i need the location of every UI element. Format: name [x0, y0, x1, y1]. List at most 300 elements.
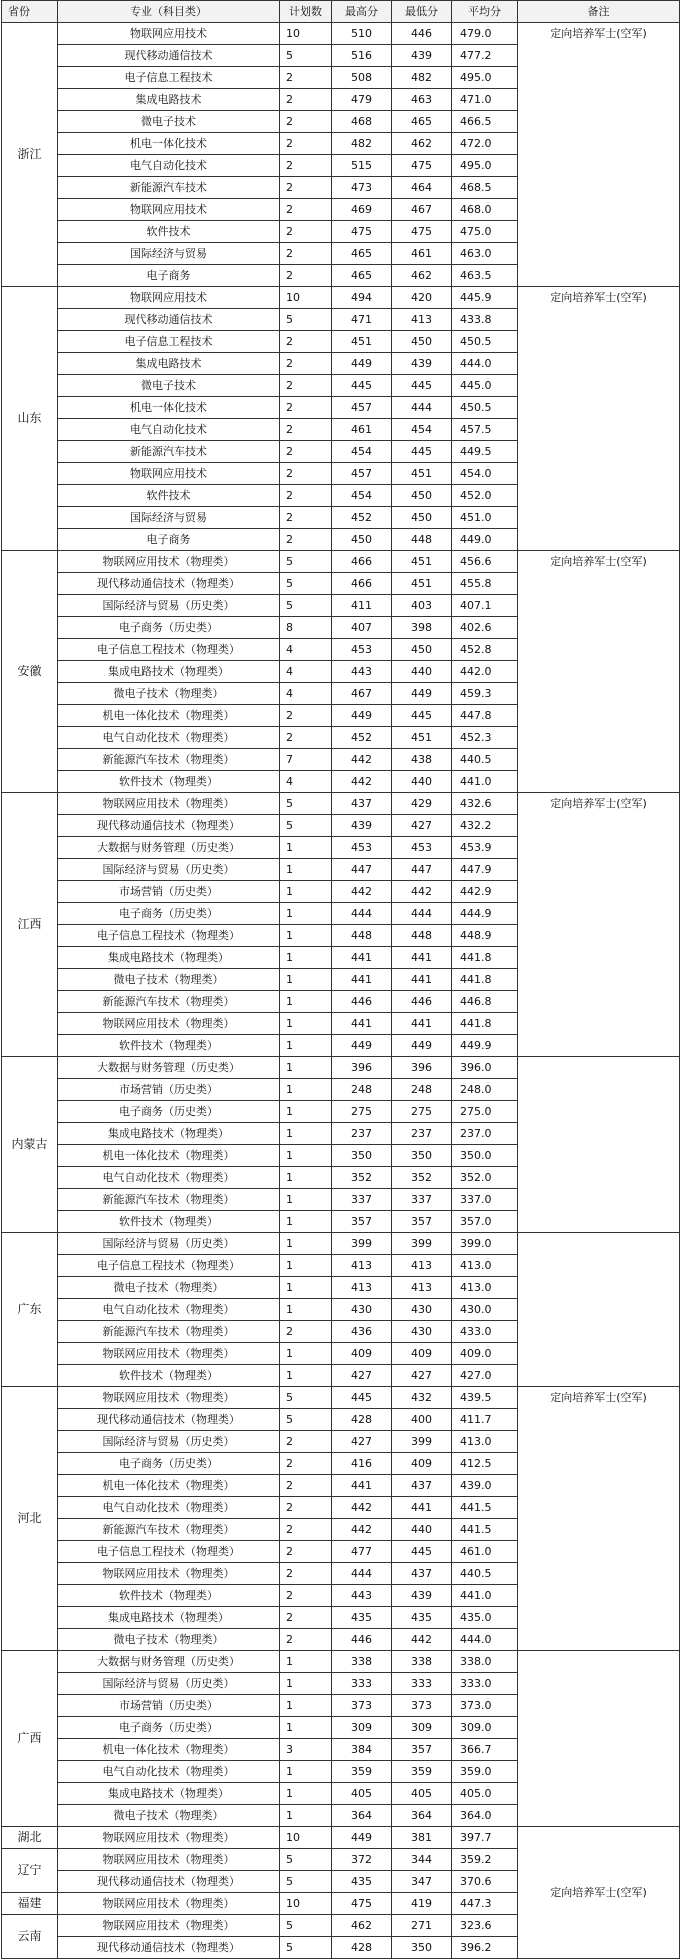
major-cell: 新能源汽车技术 — [58, 441, 280, 463]
table-row — [2, 1233, 680, 1255]
max-score-cell: 350 — [332, 1145, 392, 1167]
min-score-cell: 419 — [392, 1893, 452, 1915]
min-score-cell: 437 — [392, 1563, 452, 1585]
avg-score-cell: 450.5 — [452, 331, 518, 353]
plan-cell: 2 — [280, 529, 332, 551]
plan-cell: 1 — [280, 837, 332, 859]
plan-cell: 1 — [280, 1189, 332, 1211]
min-score-cell: 441 — [392, 969, 452, 991]
avg-score-cell: 333.0 — [452, 1673, 518, 1695]
avg-score-cell: 427.0 — [452, 1365, 518, 1387]
major-cell: 物联网应用技术 — [58, 287, 280, 309]
avg-score-cell: 413.0 — [452, 1255, 518, 1277]
major-cell: 现代移动通信技术（物理类） — [58, 573, 280, 595]
header-row — [2, 1, 680, 23]
max-score-cell: 333 — [332, 1673, 392, 1695]
header-note: 备注 — [518, 1, 680, 23]
min-score-cell: 403 — [392, 595, 452, 617]
avg-score-cell: 350.0 — [452, 1145, 518, 1167]
min-score-cell: 464 — [392, 177, 452, 199]
plan-cell: 1 — [280, 903, 332, 925]
major-cell: 微电子技术（物理类） — [58, 1629, 280, 1651]
min-score-cell: 451 — [392, 551, 452, 573]
min-score-cell: 445 — [392, 441, 452, 463]
note-cell — [518, 1057, 680, 1233]
plan-cell: 5 — [280, 1849, 332, 1871]
max-score-cell: 457 — [332, 397, 392, 419]
max-score-cell: 275 — [332, 1101, 392, 1123]
table-body — [2, 23, 680, 1959]
table-row — [2, 23, 680, 45]
min-score-cell: 445 — [392, 1541, 452, 1563]
min-score-cell: 449 — [392, 1035, 452, 1057]
max-score-cell: 407 — [332, 617, 392, 639]
max-score-cell: 446 — [332, 991, 392, 1013]
max-score-cell: 475 — [332, 221, 392, 243]
major-cell: 电气自动化技术（物理类） — [58, 1761, 280, 1783]
province-cell: 广西 — [2, 1651, 58, 1827]
max-score-cell: 427 — [332, 1431, 392, 1453]
max-score-cell: 416 — [332, 1453, 392, 1475]
max-score-cell: 237 — [332, 1123, 392, 1145]
max-score-cell: 441 — [332, 1475, 392, 1497]
avg-score-cell: 456.6 — [452, 551, 518, 573]
min-score-cell: 413 — [392, 1255, 452, 1277]
avg-score-cell: 463.0 — [452, 243, 518, 265]
table-row — [2, 793, 680, 815]
min-score-cell: 405 — [392, 1783, 452, 1805]
min-score-cell: 357 — [392, 1211, 452, 1233]
min-score-cell: 442 — [392, 881, 452, 903]
avg-score-cell: 412.5 — [452, 1453, 518, 1475]
max-score-cell: 428 — [332, 1409, 392, 1431]
avg-score-cell: 447.3 — [452, 1893, 518, 1915]
province-cell: 辽宁 — [2, 1849, 58, 1893]
province-cell: 湖北 — [2, 1827, 58, 1849]
max-score-cell: 494 — [332, 287, 392, 309]
min-score-cell: 451 — [392, 573, 452, 595]
major-cell: 集成电路技术（物理类） — [58, 1123, 280, 1145]
major-cell: 微电子技术（物理类） — [58, 683, 280, 705]
max-score-cell: 427 — [332, 1365, 392, 1387]
max-score-cell: 465 — [332, 265, 392, 287]
plan-cell: 1 — [280, 991, 332, 1013]
major-cell: 物联网应用技术 — [58, 463, 280, 485]
major-cell: 新能源汽车技术（物理类） — [58, 1321, 280, 1343]
max-score-cell: 453 — [332, 837, 392, 859]
min-score-cell: 463 — [392, 89, 452, 111]
major-cell: 国际经济与贸易（历史类） — [58, 1673, 280, 1695]
avg-score-cell: 357.0 — [452, 1211, 518, 1233]
avg-score-cell: 407.1 — [452, 595, 518, 617]
province-cell: 内蒙古 — [2, 1057, 58, 1233]
table-row — [2, 1387, 680, 1409]
major-cell: 大数据与财务管理（历史类） — [58, 1651, 280, 1673]
max-score-cell: 435 — [332, 1871, 392, 1893]
avg-score-cell: 453.9 — [452, 837, 518, 859]
max-score-cell: 473 — [332, 177, 392, 199]
min-score-cell: 309 — [392, 1717, 452, 1739]
province-cell: 山东 — [2, 287, 58, 551]
major-cell: 机电一体化技术（物理类） — [58, 1145, 280, 1167]
min-score-cell: 398 — [392, 617, 452, 639]
min-score-cell: 451 — [392, 463, 452, 485]
avg-score-cell: 477.2 — [452, 45, 518, 67]
max-score-cell: 454 — [332, 485, 392, 507]
avg-score-cell: 441.8 — [452, 947, 518, 969]
avg-score-cell: 447.8 — [452, 705, 518, 727]
avg-score-cell: 323.6 — [452, 1915, 518, 1937]
province-cell: 浙江 — [2, 23, 58, 287]
major-cell: 电气自动化技术 — [58, 155, 280, 177]
min-score-cell: 275 — [392, 1101, 452, 1123]
plan-cell: 5 — [280, 595, 332, 617]
major-cell: 新能源汽车技术（物理类） — [58, 1519, 280, 1541]
plan-cell: 2 — [280, 331, 332, 353]
plan-cell: 2 — [280, 441, 332, 463]
max-score-cell: 469 — [332, 199, 392, 221]
major-cell: 物联网应用技术（物理类） — [58, 1893, 280, 1915]
avg-score-cell: 275.0 — [452, 1101, 518, 1123]
avg-score-cell: 479.0 — [452, 23, 518, 45]
plan-cell: 2 — [280, 199, 332, 221]
max-score-cell: 449 — [332, 1827, 392, 1849]
plan-cell: 2 — [280, 727, 332, 749]
major-cell: 软件技术 — [58, 485, 280, 507]
plan-cell: 5 — [280, 1387, 332, 1409]
major-cell: 电气自动化技术（物理类） — [58, 1497, 280, 1519]
plan-cell: 1 — [280, 1035, 332, 1057]
plan-cell: 1 — [280, 1101, 332, 1123]
avg-score-cell: 352.0 — [452, 1167, 518, 1189]
note-cell: 定向培养军士(空军) — [518, 23, 680, 287]
plan-cell: 1 — [280, 881, 332, 903]
avg-score-cell: 449.5 — [452, 441, 518, 463]
major-cell: 软件技术（物理类） — [58, 1035, 280, 1057]
header-min: 最低分 — [392, 1, 452, 23]
major-cell: 物联网应用技术（物理类） — [58, 1343, 280, 1365]
plan-cell: 2 — [280, 1431, 332, 1453]
max-score-cell: 359 — [332, 1761, 392, 1783]
min-score-cell: 454 — [392, 419, 452, 441]
avg-score-cell: 359.0 — [452, 1761, 518, 1783]
plan-cell: 2 — [280, 485, 332, 507]
min-score-cell: 462 — [392, 133, 452, 155]
min-score-cell: 450 — [392, 331, 452, 353]
major-cell: 国际经济与贸易 — [58, 507, 280, 529]
avg-score-cell: 457.5 — [452, 419, 518, 441]
max-score-cell: 442 — [332, 771, 392, 793]
table-row — [2, 1827, 680, 1849]
max-score-cell: 443 — [332, 661, 392, 683]
header-plan: 计划数 — [280, 1, 332, 23]
min-score-cell: 347 — [392, 1871, 452, 1893]
avg-score-cell: 337.0 — [452, 1189, 518, 1211]
max-score-cell: 452 — [332, 507, 392, 529]
plan-cell: 2 — [280, 353, 332, 375]
min-score-cell: 409 — [392, 1343, 452, 1365]
min-score-cell: 399 — [392, 1431, 452, 1453]
min-score-cell: 440 — [392, 1519, 452, 1541]
max-score-cell: 373 — [332, 1695, 392, 1717]
avg-score-cell: 440.5 — [452, 1563, 518, 1585]
avg-score-cell: 452.3 — [452, 727, 518, 749]
min-score-cell: 475 — [392, 155, 452, 177]
max-score-cell: 337 — [332, 1189, 392, 1211]
major-cell: 电子商务（历史类） — [58, 617, 280, 639]
max-score-cell: 475 — [332, 1893, 392, 1915]
avg-score-cell: 449.9 — [452, 1035, 518, 1057]
min-score-cell: 430 — [392, 1299, 452, 1321]
major-cell: 电子商务（历史类） — [58, 1101, 280, 1123]
avg-score-cell: 396.2 — [452, 1937, 518, 1959]
major-cell: 新能源汽车技术（物理类） — [58, 991, 280, 1013]
major-cell: 微电子技术（物理类） — [58, 969, 280, 991]
plan-cell: 2 — [280, 1563, 332, 1585]
plan-cell: 1 — [280, 1123, 332, 1145]
max-score-cell: 364 — [332, 1805, 392, 1827]
min-score-cell: 445 — [392, 705, 452, 727]
avg-score-cell: 248.0 — [452, 1079, 518, 1101]
max-score-cell: 445 — [332, 375, 392, 397]
major-cell: 国际经济与贸易（历史类） — [58, 1233, 280, 1255]
avg-score-cell: 359.2 — [452, 1849, 518, 1871]
plan-cell: 2 — [280, 133, 332, 155]
plan-cell: 2 — [280, 1585, 332, 1607]
plan-cell: 5 — [280, 551, 332, 573]
min-score-cell: 467 — [392, 199, 452, 221]
avg-score-cell: 432.2 — [452, 815, 518, 837]
max-score-cell: 449 — [332, 1035, 392, 1057]
avg-score-cell: 468.5 — [452, 177, 518, 199]
major-cell: 机电一体化技术（物理类） — [58, 1739, 280, 1761]
admission-scores-table — [1, 0, 680, 1959]
plan-cell: 2 — [280, 705, 332, 727]
max-score-cell: 479 — [332, 89, 392, 111]
avg-score-cell: 459.3 — [452, 683, 518, 705]
major-cell: 物联网应用技术（物理类） — [58, 1563, 280, 1585]
plan-cell: 1 — [280, 1233, 332, 1255]
major-cell: 机电一体化技术（物理类） — [58, 705, 280, 727]
min-score-cell: 427 — [392, 815, 452, 837]
min-score-cell: 357 — [392, 1739, 452, 1761]
major-cell: 机电一体化技术 — [58, 133, 280, 155]
plan-cell: 1 — [280, 1079, 332, 1101]
avg-score-cell: 405.0 — [452, 1783, 518, 1805]
table-row — [2, 1651, 680, 1673]
max-score-cell: 396 — [332, 1057, 392, 1079]
avg-score-cell: 441.5 — [452, 1497, 518, 1519]
min-score-cell: 435 — [392, 1607, 452, 1629]
avg-score-cell: 338.0 — [452, 1651, 518, 1673]
min-score-cell: 381 — [392, 1827, 452, 1849]
avg-score-cell: 409.0 — [452, 1343, 518, 1365]
major-cell: 电子信息工程技术（物理类） — [58, 1541, 280, 1563]
min-score-cell: 441 — [392, 1013, 452, 1035]
plan-cell: 10 — [280, 1893, 332, 1915]
max-score-cell: 372 — [332, 1849, 392, 1871]
plan-cell: 1 — [280, 1299, 332, 1321]
plan-cell: 1 — [280, 925, 332, 947]
plan-cell: 1 — [280, 1255, 332, 1277]
min-score-cell: 437 — [392, 1475, 452, 1497]
max-score-cell: 338 — [332, 1651, 392, 1673]
major-cell: 市场营销（历史类） — [58, 1695, 280, 1717]
major-cell: 电子商务（历史类） — [58, 903, 280, 925]
note-cell — [518, 1651, 680, 1827]
max-score-cell: 436 — [332, 1321, 392, 1343]
avg-score-cell: 471.0 — [452, 89, 518, 111]
min-score-cell: 359 — [392, 1761, 452, 1783]
max-score-cell: 445 — [332, 1387, 392, 1409]
major-cell: 电气自动化技术（物理类） — [58, 727, 280, 749]
major-cell: 物联网应用技术（物理类） — [58, 1013, 280, 1035]
plan-cell: 5 — [280, 1409, 332, 1431]
plan-cell: 5 — [280, 1937, 332, 1959]
min-score-cell: 352 — [392, 1167, 452, 1189]
major-cell: 软件技术（物理类） — [58, 771, 280, 793]
major-cell: 微电子技术 — [58, 111, 280, 133]
major-cell: 现代移动通信技术（物理类） — [58, 1937, 280, 1959]
plan-cell: 5 — [280, 573, 332, 595]
table-row — [2, 551, 680, 573]
min-score-cell: 350 — [392, 1937, 452, 1959]
avg-score-cell: 440.5 — [452, 749, 518, 771]
plan-cell: 5 — [280, 1871, 332, 1893]
major-cell: 物联网应用技术 — [58, 199, 280, 221]
max-score-cell: 442 — [332, 1519, 392, 1541]
max-score-cell: 477 — [332, 1541, 392, 1563]
plan-cell: 2 — [280, 397, 332, 419]
min-score-cell: 438 — [392, 749, 452, 771]
avg-score-cell: 472.0 — [452, 133, 518, 155]
major-cell: 软件技术（物理类） — [58, 1585, 280, 1607]
max-score-cell: 468 — [332, 111, 392, 133]
max-score-cell: 384 — [332, 1739, 392, 1761]
province-cell: 广东 — [2, 1233, 58, 1387]
min-score-cell: 439 — [392, 353, 452, 375]
avg-score-cell: 495.0 — [452, 67, 518, 89]
major-cell: 电气自动化技术（物理类） — [58, 1167, 280, 1189]
max-score-cell: 444 — [332, 903, 392, 925]
max-score-cell: 510 — [332, 23, 392, 45]
min-score-cell: 440 — [392, 661, 452, 683]
max-score-cell: 461 — [332, 419, 392, 441]
avg-score-cell: 495.0 — [452, 155, 518, 177]
max-score-cell: 462 — [332, 1915, 392, 1937]
max-score-cell: 471 — [332, 309, 392, 331]
min-score-cell: 445 — [392, 375, 452, 397]
plan-cell: 2 — [280, 1607, 332, 1629]
plan-cell: 1 — [280, 1717, 332, 1739]
max-score-cell: 451 — [332, 331, 392, 353]
major-cell: 微电子技术（物理类） — [58, 1277, 280, 1299]
min-score-cell: 450 — [392, 507, 452, 529]
avg-score-cell: 444.0 — [452, 1629, 518, 1651]
province-cell: 江西 — [2, 793, 58, 1057]
plan-cell: 2 — [280, 463, 332, 485]
major-cell: 物联网应用技术（物理类） — [58, 1387, 280, 1409]
max-score-cell: 405 — [332, 1783, 392, 1805]
major-cell: 电气自动化技术 — [58, 419, 280, 441]
avg-score-cell: 444.9 — [452, 903, 518, 925]
max-score-cell: 449 — [332, 705, 392, 727]
major-cell: 软件技术 — [58, 221, 280, 243]
avg-score-cell: 451.0 — [452, 507, 518, 529]
plan-cell: 1 — [280, 859, 332, 881]
avg-score-cell: 441.8 — [452, 969, 518, 991]
plan-cell: 5 — [280, 1915, 332, 1937]
min-score-cell: 444 — [392, 397, 452, 419]
max-score-cell: 399 — [332, 1233, 392, 1255]
avg-score-cell: 442.9 — [452, 881, 518, 903]
major-cell: 国际经济与贸易（历史类） — [58, 595, 280, 617]
plan-cell: 1 — [280, 1783, 332, 1805]
major-cell: 软件技术（物理类） — [58, 1365, 280, 1387]
avg-score-cell: 441.0 — [452, 1585, 518, 1607]
avg-score-cell: 455.8 — [452, 573, 518, 595]
avg-score-cell: 433.8 — [452, 309, 518, 331]
major-cell: 机电一体化技术（物理类） — [58, 1475, 280, 1497]
min-score-cell: 337 — [392, 1189, 452, 1211]
avg-score-cell: 441.0 — [452, 771, 518, 793]
plan-cell: 2 — [280, 89, 332, 111]
major-cell: 电子信息工程技术（物理类） — [58, 639, 280, 661]
max-score-cell: 465 — [332, 243, 392, 265]
plan-cell: 2 — [280, 507, 332, 529]
avg-score-cell: 439.5 — [452, 1387, 518, 1409]
min-score-cell: 482 — [392, 67, 452, 89]
max-score-cell: 508 — [332, 67, 392, 89]
min-score-cell: 364 — [392, 1805, 452, 1827]
major-cell: 物联网应用技术（物理类） — [58, 1915, 280, 1937]
max-score-cell: 453 — [332, 639, 392, 661]
min-score-cell: 475 — [392, 221, 452, 243]
min-score-cell: 450 — [392, 485, 452, 507]
min-score-cell: 442 — [392, 1629, 452, 1651]
header-max: 最高分 — [332, 1, 392, 23]
max-score-cell: 466 — [332, 551, 392, 573]
avg-score-cell: 366.7 — [452, 1739, 518, 1761]
max-score-cell: 450 — [332, 529, 392, 551]
plan-cell: 10 — [280, 1827, 332, 1849]
max-score-cell: 444 — [332, 1563, 392, 1585]
avg-score-cell: 475.0 — [452, 221, 518, 243]
min-score-cell: 432 — [392, 1387, 452, 1409]
min-score-cell: 444 — [392, 903, 452, 925]
plan-cell: 4 — [280, 639, 332, 661]
min-score-cell: 430 — [392, 1321, 452, 1343]
max-score-cell: 446 — [332, 1629, 392, 1651]
avg-score-cell: 445.0 — [452, 375, 518, 397]
plan-cell: 1 — [280, 1651, 332, 1673]
min-score-cell: 439 — [392, 45, 452, 67]
plan-cell: 5 — [280, 793, 332, 815]
note-cell: 定向培养军士(空军) — [518, 1387, 680, 1651]
major-cell: 电子商务（历史类） — [58, 1717, 280, 1739]
max-score-cell: 449 — [332, 353, 392, 375]
min-score-cell: 413 — [392, 1277, 452, 1299]
min-score-cell: 446 — [392, 991, 452, 1013]
major-cell: 微电子技术（物理类） — [58, 1805, 280, 1827]
plan-cell: 3 — [280, 1739, 332, 1761]
plan-cell: 2 — [280, 1629, 332, 1651]
plan-cell: 1 — [280, 1277, 332, 1299]
major-cell: 电气自动化技术（物理类） — [58, 1299, 280, 1321]
plan-cell: 2 — [280, 221, 332, 243]
plan-cell: 10 — [280, 287, 332, 309]
min-score-cell: 350 — [392, 1145, 452, 1167]
